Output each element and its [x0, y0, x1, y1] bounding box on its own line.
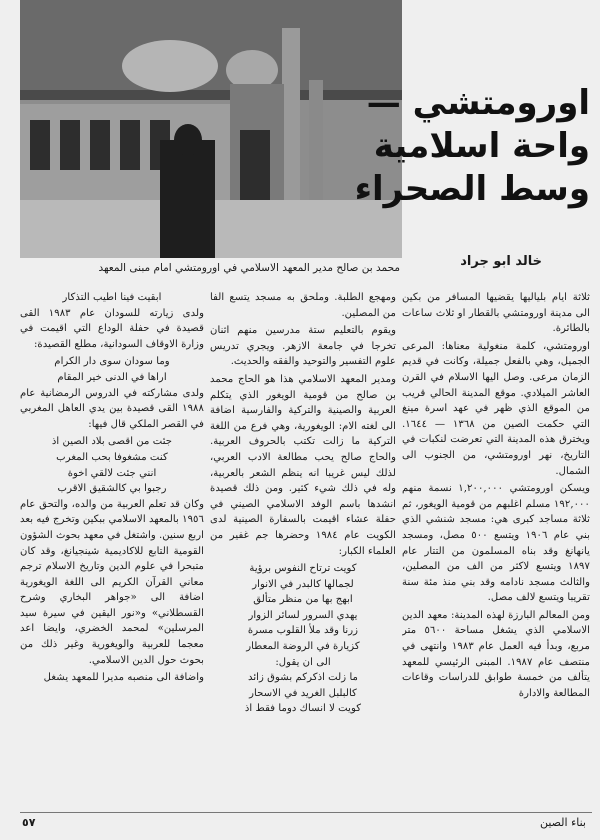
paragraph: واضافة الى منصبه مديرا للمعهد يشغل: [43, 672, 204, 684]
column-left: [20, 290, 204, 808]
paragraph: ومهجع الطلبة. وملحق به مسجد يتسع الفا من المصلين.: [210, 292, 396, 319]
poem-line: ما زلت اذكركم بشوق زائد: [247, 672, 359, 684]
poem-line: ابقيت فينا اطيب التذكار: [62, 292, 162, 303]
poem-line: انني جئت لالقي اخوة: [67, 467, 157, 479]
photo-caption: محمد بن صالح مدير المعهد الاسلامي في اورومتشي امام مبنى المعهد: [98, 262, 400, 274]
paragraph: ويسكن اورومتشي ١,٢٠٠,٠٠٠ نسمة منهم ١٩٢,٠٠٠ مسلم اغلبهم من قومية الويغور، ثم ثلاثة مساجد كبرى هي: مسجد شنشي الذي بني عام ١٩٠٦ ويتسع ٥٠٠ مصل، ومسجد يانهانغ وقد بناه المسلمون من التتار عام ١٨٩٧ ويتسع لاكثر من الف من المصلين، والثالث مسجد نادامه وقد بني منذ مئة سنة تقريبا ويتسع لالف مصل.: [402, 483, 590, 604]
title-line-2: واحة اسلامية: [373, 126, 590, 166]
paragraph: ولدى زيارته للسودان عام ١٩٨٣ القى قصيدة في حفلة الوداع التي اقيمت في وزارة الاوقاف السودانية، مطلع القصيدة:: [20, 307, 204, 350]
paragraph: ومدير المعهد الاسلامي هذا هو الحاج محمد بن صالح من قومية الويغور الذي يتكلم العربية والصينية والتركية والفارسية اضافة الى لغته الام: الويغورية، وهي فرع من اللغة التركية ما زالت تكتب بالحروف العربية. والحاج صالح يحب مطالعة الادب العربي، لذلك ليس غريبا انه ينظم الشعر بالعربية، وله في ذلك شيء كثير. ومن ذلك قصيدة انشدها باسم الوفد الاسلامي الصيني في حفلة عشاء اقيمت بالسفارة الصينية لدى الكويت عام ١٩٨٤ وحضرها جم غفير من العلماء الكبار:: [210, 373, 396, 557]
poem-line: الى ان يقول:: [275, 656, 331, 668]
poem-line: كزيارة في الروضة المعطار: [246, 641, 360, 653]
poem-line: اراها في الدنى خير المقام: [57, 371, 167, 383]
poem-line: ابهج بها من منظر متألق: [253, 594, 353, 606]
poem-line: كويت ترتاح النفوس برؤية: [249, 563, 357, 575]
paragraph: ثلاثة ايام بلياليها يقضيها المسافر من بكين الى مدينة اورومتشي بالقطار او ثلاث ساعات بالطائرة.: [402, 292, 590, 335]
poem-line: لجمالها كالبدر في الانوار: [252, 578, 354, 590]
title-line-3: وسط الصحراء: [354, 169, 590, 209]
poem-line: رجبوا بي كالشقيق الاقرب: [57, 483, 167, 495]
poem-line: كالبلبل الغريد في الاسحار: [249, 687, 357, 699]
poem-line: وما سودان سوى دار الكرام: [54, 356, 170, 368]
column-right: [402, 290, 590, 808]
poem-line: كنت مشغوفا بحب المغرب: [56, 451, 168, 463]
title-line-1: اورومتشي —: [366, 83, 590, 123]
poem-line: زرنا وقد ملأ القلوب مسرة: [247, 625, 359, 637]
mosque-photo: [20, 0, 402, 258]
author-name: خالد ابو جراد: [460, 254, 542, 269]
paragraph: ويقوم بالتعليم ستة مدرسين منهم اثنان تخرجا في جامعة الازهر. ويجري تدريس علوم التفسير والتوحيد والفقه والحديث.: [210, 325, 396, 368]
paragraph: ومن المعالم البارزة لهذه المدينة: معهد الدين الاسلامي الذي يشغل مساحة ٥٦٠٠ متر مربع، وبدأ فيه العمل عام ١٩٨٣ وانتهى في منتصف عام ١٩٨٧. المبنى الرئيسي للمعهد يتألف من خمسة طوابق للدراسات وقاعات المطالعة والادارة: [402, 609, 590, 699]
poem-line: يهدي السرور لسائر الزوار: [248, 609, 358, 621]
page-number: ٥٧: [22, 816, 36, 829]
poem-line: كويت لا انساك دوما فقط اذ: [244, 703, 362, 715]
article-title: [354, 82, 590, 211]
poem-line: جئت من اقصى بلاد الصين اذ: [51, 436, 173, 448]
column-middle: [210, 290, 396, 808]
paragraph: وكان قد تعلم العربية من والده، والتحق عام ١٩٥٦ بالمعهد الاسلامي ببكين وتخرج فيه بعد اربع سنين. واشتغل في معهد بحوث الشؤون القومية التابع للاكاديمية شينجيانغ، وقد كان متبحرا في علوم الدين وتاريخ الاسلام ترجم معاني القرآن الكريم الى اللغة الويغورية اضافة الى «جواهر البخاري وشرح القسطلاني» و«نور اليقين في سيرة سيد المرسلين» لمحمد الخضري، وايضا اعد معجما للعربية والويغورية وغير ذلك من بحوث حول الدين الاسلامي.: [20, 498, 204, 666]
paragraph: اورومتشي، كلمة منغولية معناها: المرعى الجميل، وهي بالفعل جميلة، وكانت في قديم الزمان مرعى. وصل اليها الاسلام في القرن العاشر الميلادي. موقع المدينة الحالي قريب من الموقع الذي ظهر في عهد اسرة مينغ التي حكمت الصين من ١٣٦٨ — ١٦٤٤. ويخترق هذه المدينة التي تعرضت لنكبات في التاريخ، نهر اورومتشي، من الجنوب الى الشمال.: [402, 340, 590, 477]
magazine-name: بناء الصين: [539, 816, 586, 829]
paragraph: ولدى مشاركته في الدروس الرمضانية عام ١٩٨٨ القى قصيدة بين يدي العاهل المغربي في القصر الملكي قال فيها:: [20, 387, 204, 430]
footer-divider: [20, 812, 592, 813]
mosque-photo-illustration: [20, 0, 402, 258]
